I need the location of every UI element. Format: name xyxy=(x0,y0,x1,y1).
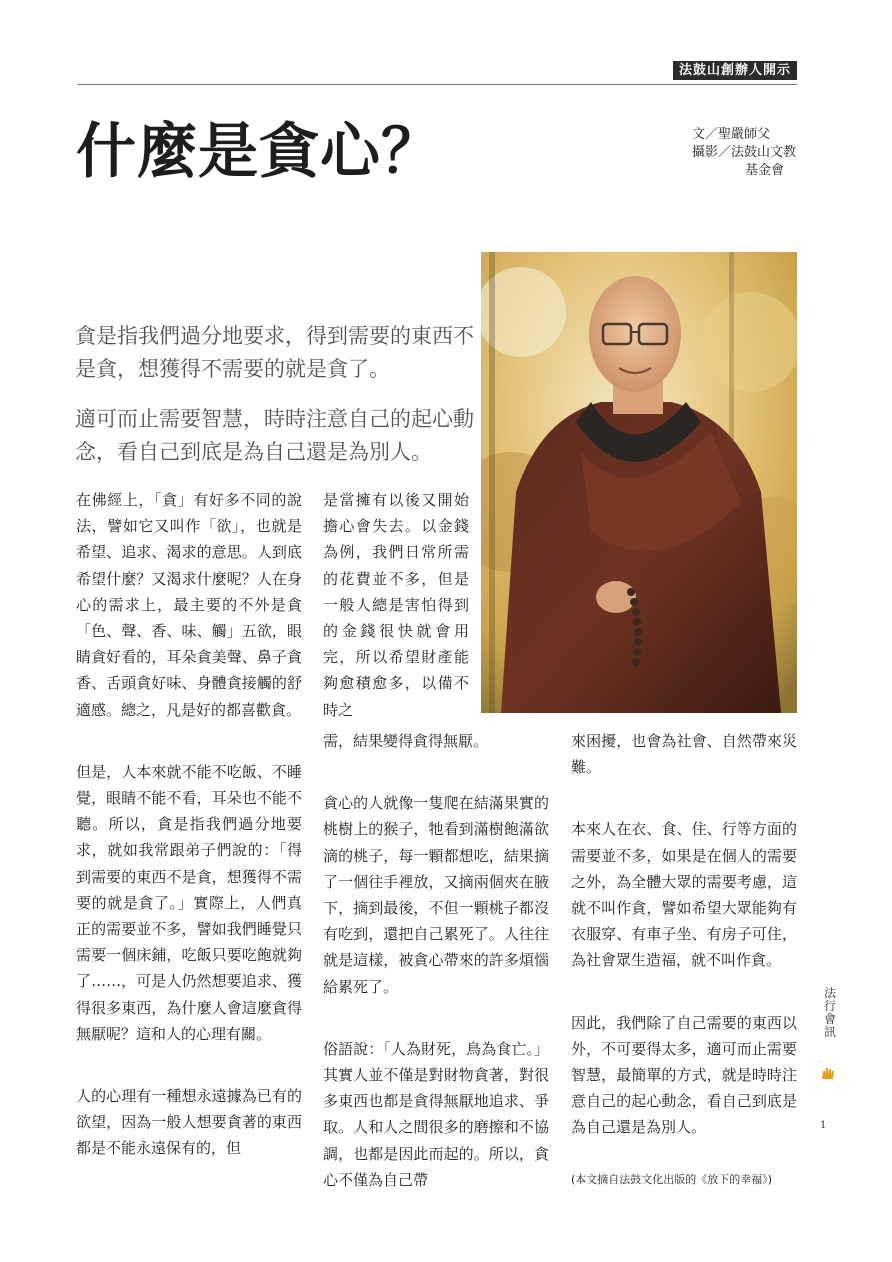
photo-credit: 攝影／法鼓山文教 xyxy=(692,145,797,160)
source-note: (本文摘自法鼓文化出版的《放下的幸福》) xyxy=(571,1172,773,1186)
body-paragraph: 是當擁有以後又開始擔心會失去。以金錢為例，我們日常所需的花費並不多，但是一般人總是害怕得到的金錢很快就會用完，所以希望財產能夠愈積愈多，以備不時之 xyxy=(323,491,469,719)
article-title: 什麼是貪心？ xyxy=(76,117,442,187)
portrait-photo xyxy=(481,252,797,713)
hand-logo-icon xyxy=(820,1066,836,1080)
body-paragraph: 來困擾，也會為社會、自然帶來災難。 xyxy=(571,732,797,777)
magazine-mark xyxy=(818,987,842,1039)
body-paragraph: 在佛經上，「貪」有好多不同的說法，譬如它又叫作「欲」，也就是希望、追求、渴求的意思。人到底希望什麼？又渴求什麼呢？人在身心的需求上，最主要的不外是貪「色、聲、香、味、觸」五欲，眼睛貪好看的，耳朵貪美聲、鼻子貪香、舌頭貪好味、身體貪接觸的舒適感。總之，凡是好的都喜歡貪。 xyxy=(76,491,302,719)
mark-char: 行 xyxy=(823,999,836,1013)
lead-paragraph-1: 貪是指我們過分地要求，得到需要的東西不是貪，想獲得不需要的就是貪了。 xyxy=(75,324,474,381)
lead-summary xyxy=(75,320,475,486)
body-column-3 xyxy=(571,728,797,1225)
body-paragraph: 需，結果變得貪得無厭。 xyxy=(323,732,489,750)
body-paragraph: 因此，我們除了自己需要的東西以外，不可要得太多，適可而止需要智慧，最簡單的方式，就是時時注意自己的起心動念，看自己到底是為自己還是為別人。 xyxy=(571,1013,797,1137)
body-paragraph: 貪心的人就像一隻爬在結滿果實的桃樹上的猴子，牠看到滿樹飽滿欲滴的桃子，每一顆都想吃，結果摘了一個往手裡放，又摘兩個夾在腋下，摘到最後，不但一顆桃子都沒有吃到，還把自己累死了。人往往就是這樣，被貪心帶來的許多煩惱給累死了。 xyxy=(323,794,549,996)
credits xyxy=(692,126,842,180)
body-column-2-top xyxy=(323,487,469,759)
author-credit: 文／聖嚴師父 xyxy=(692,127,771,142)
body-paragraph: 俗語說：「人為財死，鳥為食亡。」其實人並不僅是對財物貪著，對很多東西也都是貪得無厭地追求、爭取。人和人之間很多的磨擦和不協調，也都是因此而起的。所以，貪心不僅為自己帶 xyxy=(323,1039,549,1189)
mark-char: 法 xyxy=(823,986,836,1000)
body-paragraph: 但是，人本來就不能不吃飯、不睡覺，眼睛不能不看，耳朵也不能不聽。所以，貪是指我們過分地要求，就如我常跟弟子們說的：「得到需要的東西不是貪，想獲得不需要的就是貪了。」實際上，人們真正的需要並不多，譬如我們睡覺只需要一個床鋪，吃飯只要吃飽就夠了……，可是人仍然想要追求、獲得很多東西，為什麼人會這麼貪得無厭呢？這和人的心理有關。 xyxy=(76,762,302,1043)
mark-char: 會 xyxy=(823,1012,836,1026)
section-tag: 法鼓山創辦人開示 xyxy=(673,61,797,80)
page-number: 1 xyxy=(820,1120,827,1131)
photo-credit-cont: 基金會 xyxy=(745,163,785,178)
mark-char: 訊 xyxy=(823,1025,836,1039)
body-column-2 xyxy=(323,728,549,1229)
body-paragraph: 人的心理有一種想永遠據為已有的欲望，因為一般人想要貪著的東西都是不能永遠保有的，但 xyxy=(76,1087,302,1158)
body-column-1 xyxy=(76,487,302,1198)
header-rule xyxy=(78,84,797,85)
lead-paragraph-2: 適可而止需要智慧，時時注意自己的起心動念，看自己到底是為自己還是為別人。 xyxy=(75,407,474,464)
body-paragraph: 本來人在衣、食、住、行等方面的需要並不多，如果是在個人的需要之外，為全體大眾的需要考慮，這就不叫作貪，譬如希望大眾能夠有衣服穿、有車子坐、有房子可住，為社會眾生造福，就不叫作貪。 xyxy=(571,820,797,970)
